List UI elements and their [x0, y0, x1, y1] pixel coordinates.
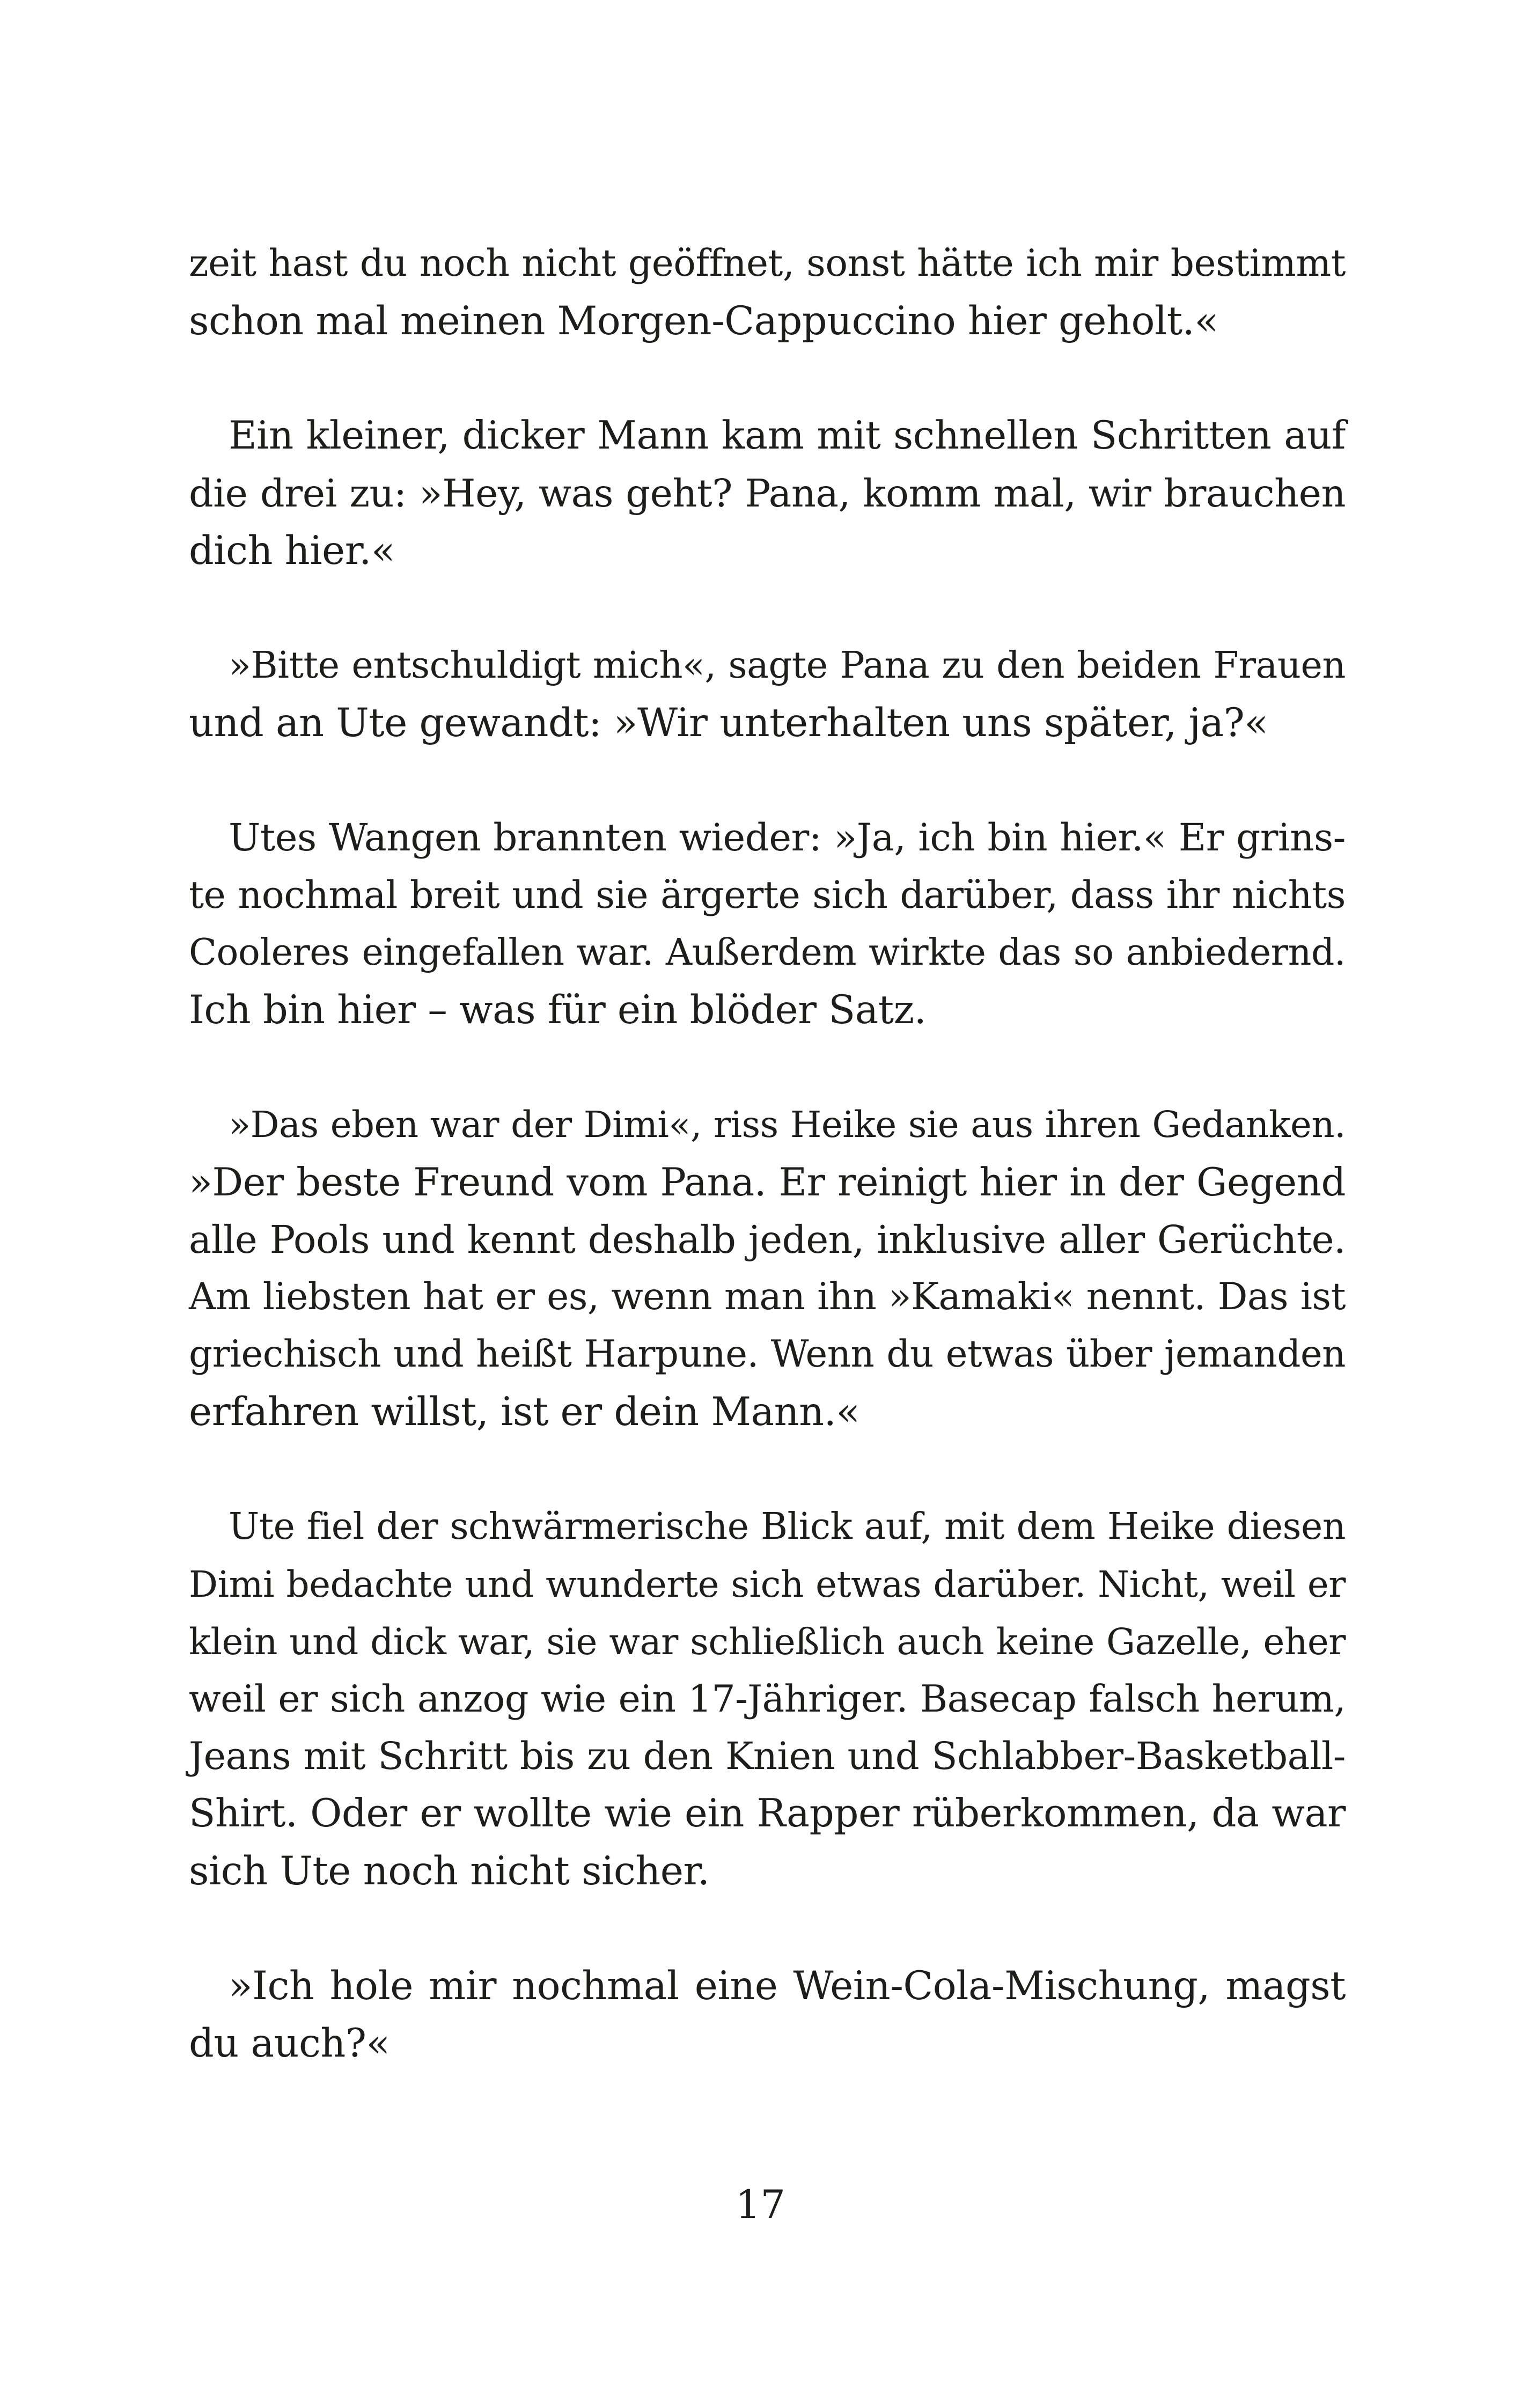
text-line: Shirt. Oder er wollte wie ein Rapper rüberkommen, da war: [189, 1791, 1346, 1836]
paragraph: [189, 1096, 1346, 1441]
text-line: schon mal meinen Morgen-Cappuccino hier geholt.«: [189, 298, 1218, 344]
text-line: »Bitte entschuldigt mich«, sagte Pana zu den beiden Frauen: [229, 644, 1346, 687]
text-line: erfahren willst, ist er dein Mann.«: [189, 1389, 860, 1435]
text-line: Jeans mit Schritt bis zu den Knien und Schlabber-Basketball-: [189, 1734, 1346, 1778]
page-number: 17: [736, 2182, 785, 2228]
text-line: Cooleres eingefallen war. Außerdem wirkte das so anbiedernd.: [189, 931, 1346, 974]
body-text: [189, 235, 1346, 2130]
text-line: sich Ute noch nicht sicher.: [189, 1848, 710, 1894]
paragraph: [189, 407, 1346, 579]
text-line: Utes Wangen brannten wieder: »Ja, ich bin hier.« Er grins-: [229, 816, 1346, 860]
paragraph: [189, 235, 1346, 350]
text-line: zeit hast du noch nicht geöffnet, sonst hätte ich mir bestimmt: [189, 242, 1346, 285]
text-line: Ich bin hier – was für ein blöder Satz.: [189, 987, 927, 1033]
text-line: dich hier.«: [189, 528, 395, 574]
paragraph: [189, 1957, 1346, 2072]
text-line: du auch?«: [189, 2021, 390, 2066]
text-line: die drei zu: »Hey, was geht? Pana, komm mal, wir brauchen: [189, 471, 1346, 516]
text-line: Ein kleiner, dicker Mann kam mit schnellen Schritten auf: [229, 413, 1346, 458]
text-line: Dimi bedachte und wunderte sich etwas darüber. Nicht, weil er: [189, 1563, 1346, 1605]
text-line: griechisch und heißt Harpune. Wenn du etwas über jemanden: [189, 1333, 1346, 1376]
text-line: alle Pools und kennt deshalb jeden, inklusive aller Gerüchte.: [189, 1217, 1346, 1262]
text-line: und an Ute gewandt: »Wir unterhalten uns später, ja?«: [189, 700, 1268, 746]
text-line: weil er sich anzog wie ein 17-Jähriger. Basecap falsch herum,: [189, 1677, 1346, 1721]
text-line: Ute fiel der schwärmerische Blick auf, mit dem Heike diesen: [229, 1506, 1346, 1548]
paragraph: [189, 1498, 1346, 1900]
text-line: klein und dick war, sie war schließlich auch keine Gazelle, eher: [189, 1620, 1346, 1663]
text-line: te nochmal breit und sie ärgerte sich darüber, dass ihr nichts: [189, 873, 1346, 917]
paragraph: [189, 809, 1346, 1039]
text-line: Am liebsten hat er es, wenn man ihn »Kamaki« nennt. Das ist: [189, 1275, 1346, 1318]
paragraph: [189, 637, 1346, 752]
text-line: »Der beste Freund vom Pana. Er reinigt hier in der Gegend: [189, 1159, 1346, 1205]
text-line: »Ich hole mir nochmal eine Wein-Cola-Mischung, magst: [229, 1963, 1346, 2009]
text-line: »Das eben war der Dimi«, riss Heike sie aus ihren Gedanken.: [229, 1104, 1346, 1146]
